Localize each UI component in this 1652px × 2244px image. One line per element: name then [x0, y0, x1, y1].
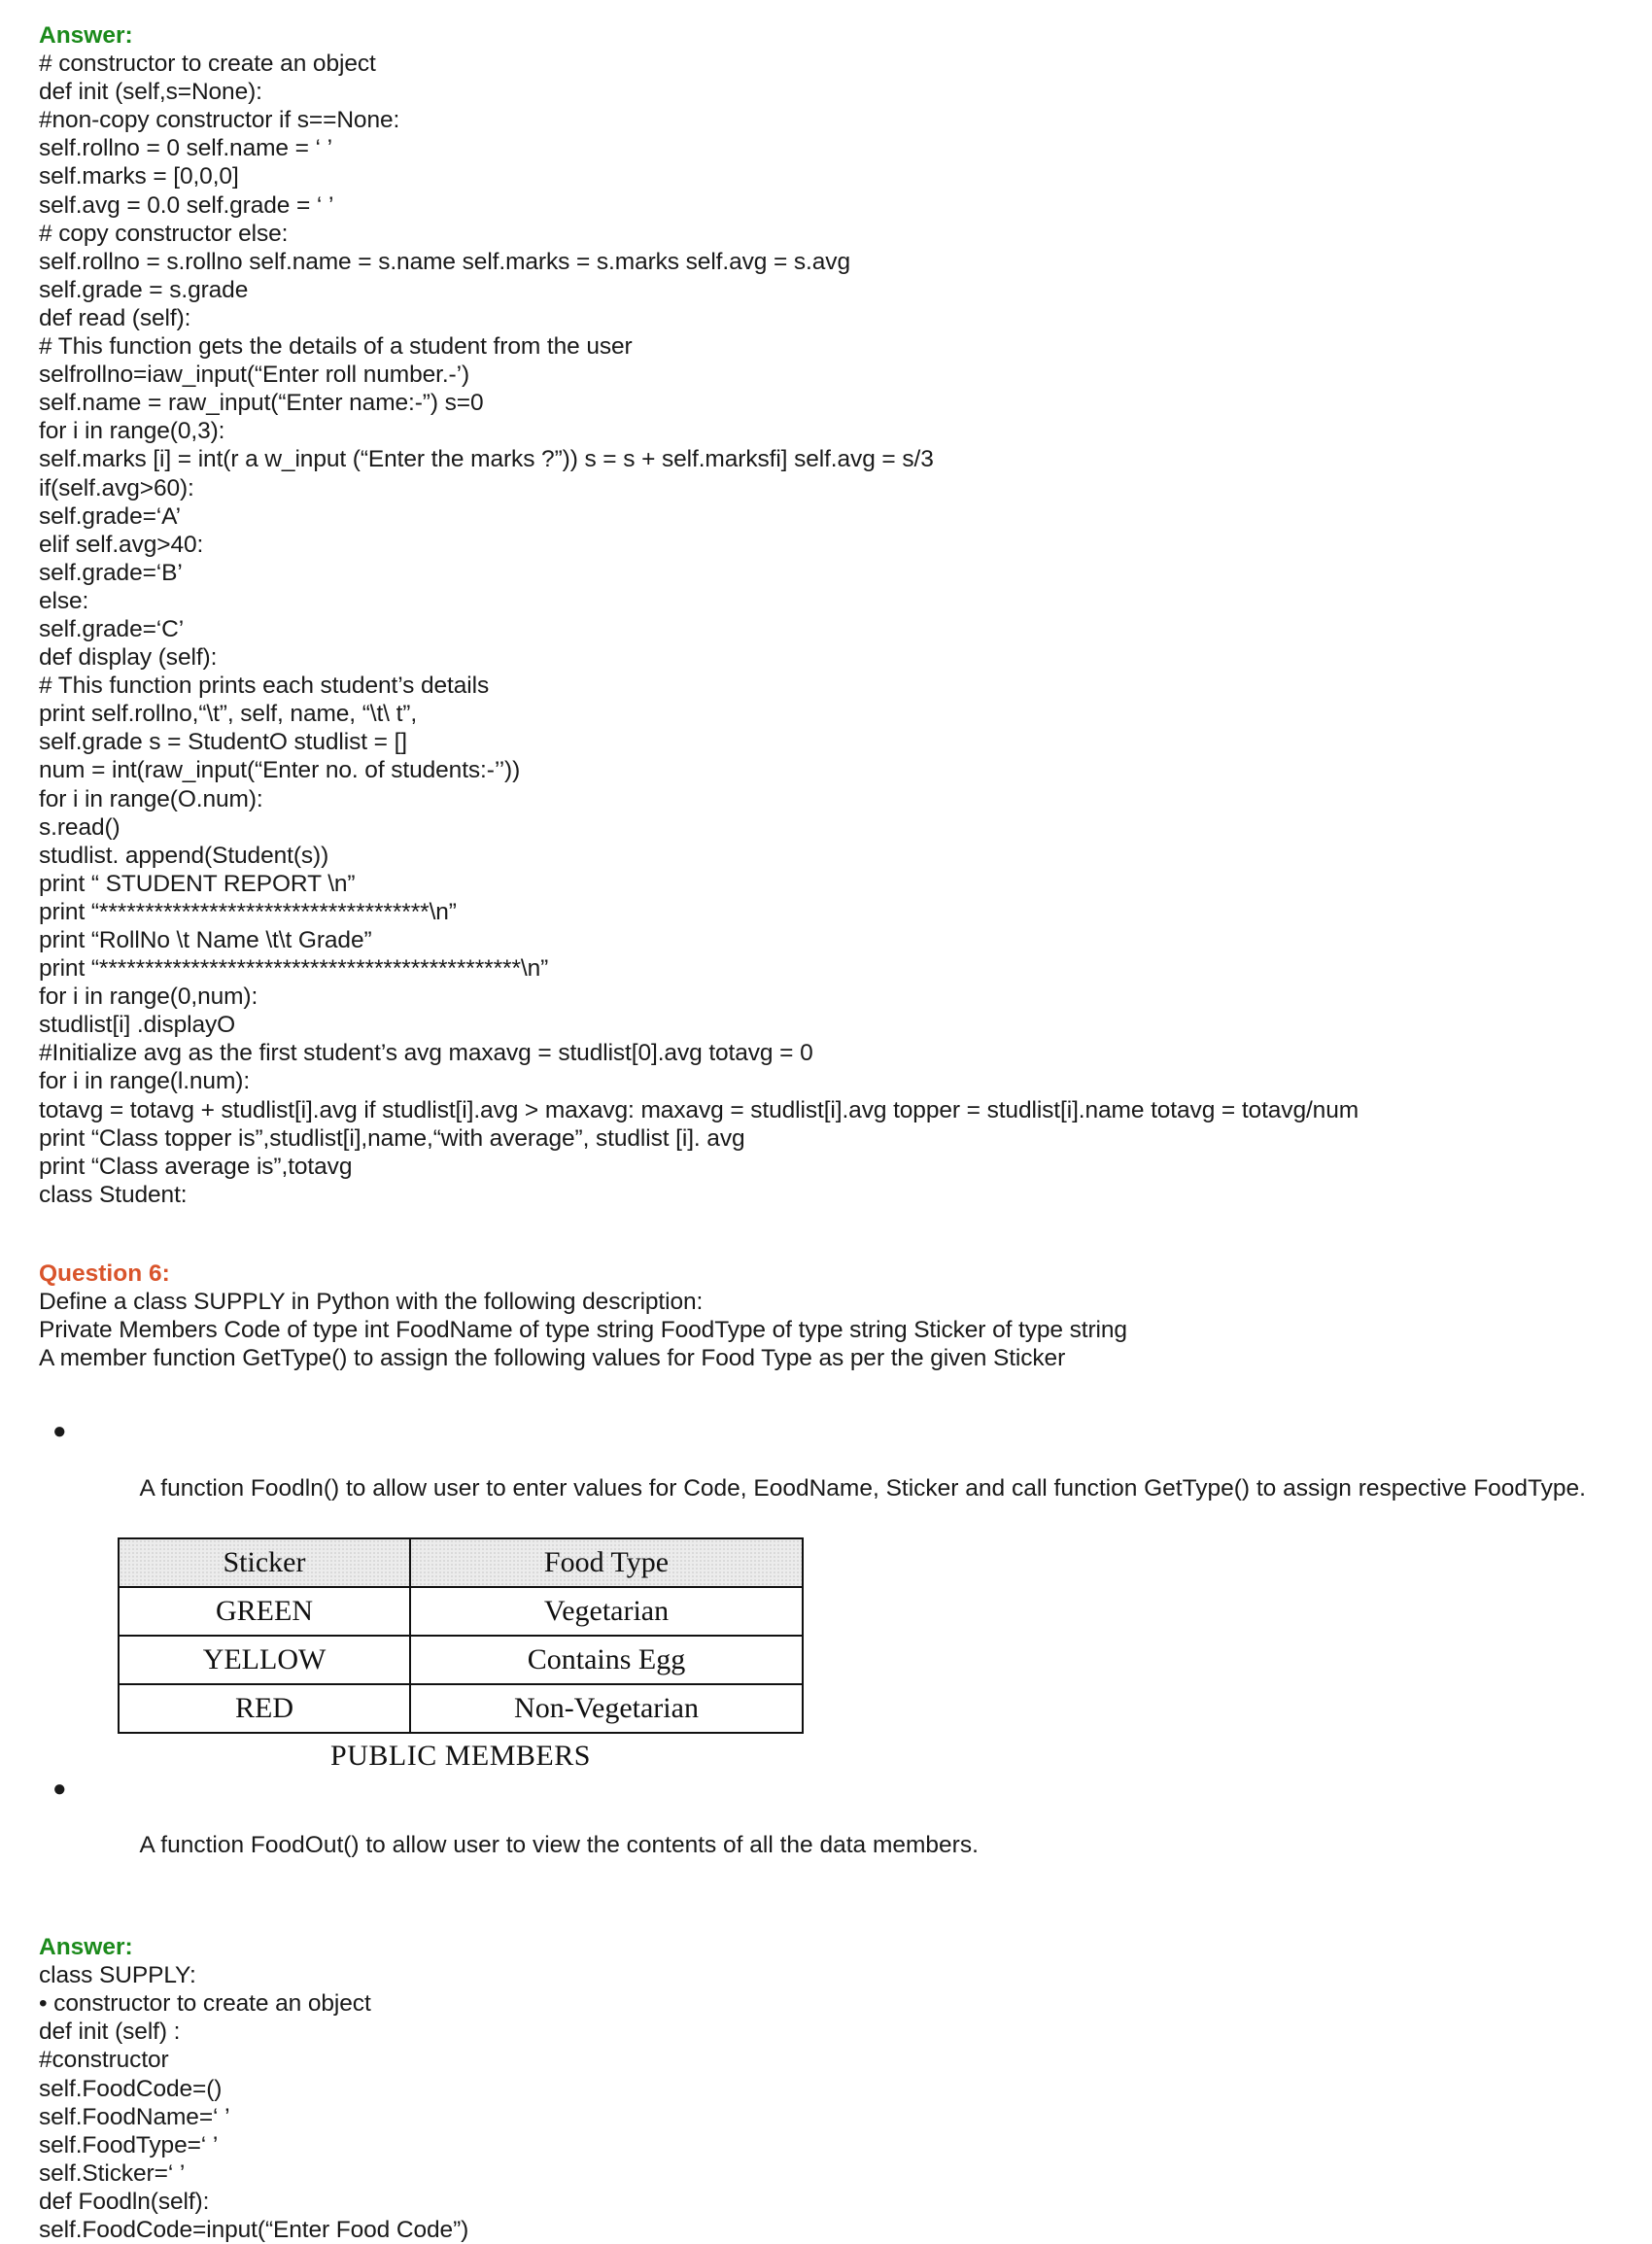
column-header-food-type: Food Type [410, 1538, 803, 1587]
bullet-dot-icon: ● [52, 1418, 67, 1445]
code-line: self.FoodName=‘ ’ [39, 2103, 230, 2130]
code-line: self.grade = s.grade [39, 276, 249, 303]
code-line: studlist. append(Student(s)) [39, 842, 329, 869]
code-line: self.grade=‘C’ [39, 615, 185, 642]
code-line: class SUPPLY: [39, 1962, 196, 1989]
code-line: # This function prints each student’s details [39, 673, 490, 700]
code-line: elif self.avg>40: [39, 531, 204, 558]
table-row [119, 1587, 803, 1636]
code-line: self.rollno = s.rollno self.name = s.name self.marks = s.marks self.avg = s.avg [39, 248, 850, 275]
bullet-text: A function Foodln() to allow user to enter values for Code, EoodName, Sticker and call function GetType() to assign respective FoodType. [139, 1474, 1586, 1502]
table-row [119, 1636, 803, 1684]
code-line: totavg = totavg + studlist[i].avg if studlist[i].avg > maxavg: maxavg = studlist[i].avg topper = studlist[i].name totavg = totavg/num [39, 1096, 1359, 1123]
code-line: else: [39, 587, 89, 614]
code-line: def init (self) : [39, 2019, 181, 2046]
code-line: print “Class average is”,totavg [39, 1153, 353, 1180]
sticker-cell: YELLOW [119, 1636, 410, 1684]
code-line: print “************************************\n” [39, 898, 457, 925]
code-line: print “ STUDENT REPORT \n” [39, 870, 356, 897]
code-line: for i in range(0,num): [39, 984, 258, 1011]
code-line: self.grade=‘B’ [39, 559, 183, 586]
code-line: for i in range(0,3): [39, 418, 225, 445]
answer-code-block [39, 1961, 1633, 2244]
table-row [119, 1684, 803, 1733]
code-line: self.marks = [0,0,0] [39, 163, 239, 190]
code-line: def init (self,s=None): [39, 79, 262, 106]
question-text-line: A member function GetType() to assign the following values for Food Type as per the given Sticker [39, 1345, 1066, 1372]
document-page [39, 21, 1633, 2244]
bullet-text: A function FoodOut() to allow user to view the contents of all the data members. [139, 1831, 979, 1858]
food-type-table [118, 1537, 804, 1734]
code-line: class Student: [39, 1181, 188, 1208]
code-line: self.grade s = StudentO studlist = [] [39, 729, 407, 756]
code-line: # copy constructor else: [39, 220, 289, 247]
code-line: # constructor to create an object [39, 51, 376, 78]
code-line: • constructor to create an object [39, 1990, 371, 2018]
bullet-item [39, 1417, 1633, 1530]
answer-heading: Answer: [39, 1934, 133, 1961]
table-header-row [119, 1538, 803, 1587]
food-type-cell: Contains Egg [410, 1636, 803, 1684]
answer-6-section [39, 1933, 1633, 2244]
table-caption: PUBLIC MEMBERS [330, 1739, 591, 1772]
code-line: selfrollno=iaw_input(“Enter roll number.-’) [39, 362, 470, 389]
answer-heading: Answer: [39, 22, 133, 49]
answer-5-section [39, 21, 1633, 1209]
sticker-cell: GREEN [119, 1587, 410, 1636]
code-line: def read (self): [39, 304, 191, 331]
code-line: self.rollno = 0 self.name = ‘ ’ [39, 135, 332, 162]
answer-code-block [39, 50, 1633, 1209]
code-line: self.FoodType=‘ ’ [39, 2131, 219, 2158]
code-line: self.grade=‘A’ [39, 502, 181, 530]
question-heading: Question 6: [39, 1260, 170, 1287]
code-line: #Initialize avg as the first student’s avg maxavg = studlist[0].avg totavg = 0 [39, 1040, 813, 1067]
food-type-table-wrapper [118, 1537, 804, 1773]
question-text-line: Private Members Code of type int FoodName of type string FoodType of type string Sticker of type string [39, 1317, 1127, 1344]
food-type-cell: Vegetarian [410, 1587, 803, 1636]
bullet-dot-icon: ● [52, 1775, 67, 1802]
code-line: num = int(raw_input(“Enter no. of students:-’’)) [39, 757, 521, 784]
code-line: # This function gets the details of a student from the user [39, 333, 633, 361]
code-line: s.read() [39, 813, 120, 841]
code-line: for i in range(l.num): [39, 1068, 251, 1095]
code-line: if(self.avg>60): [39, 474, 194, 501]
code-line: self.name = raw_input(“Enter name:-”) s=0 [39, 390, 484, 417]
code-line: self.FoodCode=input(“Enter Food Code”) [39, 2217, 469, 2243]
sticker-cell: RED [119, 1684, 410, 1733]
code-line: def Foodln(self): [39, 2188, 210, 2215]
code-line: #non-copy constructor if s==None: [39, 107, 400, 134]
code-line: #constructor [39, 2047, 169, 2074]
code-line: print “**********************************************\n” [39, 955, 549, 983]
code-line: print self.rollno,“\t”, self, name, “\t\ t”, [39, 701, 418, 728]
code-line: self.avg = 0.0 self.grade = ‘ ’ [39, 191, 334, 219]
code-line: for i in range(O.num): [39, 785, 263, 812]
column-header-sticker: Sticker [119, 1538, 410, 1587]
question-text-line: Define a class SUPPLY in Python with the following description: [39, 1289, 704, 1316]
code-line: self.FoodCode=() [39, 2075, 223, 2102]
code-line: print “RollNo \t Name \t\t Grade” [39, 927, 372, 953]
food-type-cell: Non-Vegetarian [410, 1684, 803, 1733]
code-line: self.Sticker=‘ ’ [39, 2159, 186, 2187]
code-line: def display (self): [39, 644, 218, 672]
code-line: self.marks [i] = int(r a w_input (“Enter the marks ?”)) s = s + self.marksfi] self.avg = s/3 [39, 446, 934, 473]
bullet-item [39, 1775, 1633, 1887]
question-6-section [39, 1260, 1633, 1887]
code-line: studlist[i] .displayO [39, 1012, 236, 1039]
code-line: print “Class topper is”,studlist[i],name,“with average”, studlist [i]. avg [39, 1124, 745, 1152]
